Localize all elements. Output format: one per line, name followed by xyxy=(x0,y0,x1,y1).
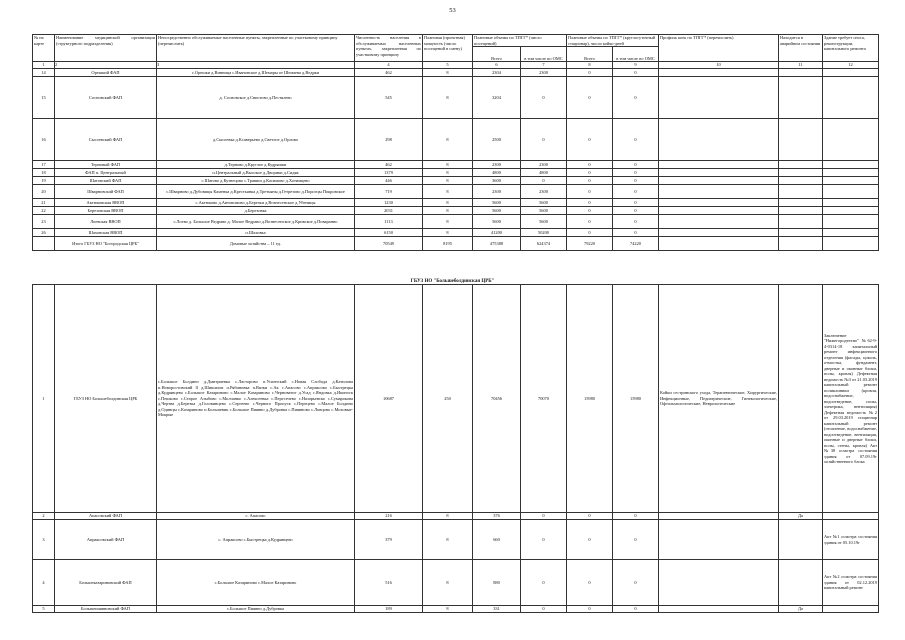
table-row xyxy=(33,185,879,199)
visits-oms: 5600 xyxy=(521,215,567,229)
column-number: 5 xyxy=(423,62,473,69)
bed-profile xyxy=(659,69,779,77)
emergency-state: Да xyxy=(779,513,823,520)
visits-total: 331 xyxy=(473,606,521,613)
bed-days-total: 79220 xyxy=(567,237,613,251)
bed-profile xyxy=(659,199,779,207)
page-number: 53 xyxy=(449,7,456,14)
visits-total: 3204 xyxy=(473,77,521,119)
facility-name: Березовская ВВОП xyxy=(55,207,157,215)
visits-oms: 0 xyxy=(521,606,567,613)
emergency-state xyxy=(779,161,823,169)
capacity: 8195 xyxy=(423,237,473,251)
bed-days-oms: 0 xyxy=(613,606,659,613)
bed-days-oms: 0 xyxy=(613,77,659,119)
bed-profile: Койки сестринского ухода, Терапевтические, Хирургические, Инфекционные, Педиатрические, Гинекологические, Офтальмологические, Неврологические xyxy=(659,285,779,513)
bed-profile xyxy=(659,606,779,613)
visits-total: 70456 xyxy=(473,285,521,513)
visits-oms: 0 xyxy=(521,77,567,119)
capacity: 8 xyxy=(423,215,473,229)
demolition-note xyxy=(823,237,879,251)
emergency-state xyxy=(779,69,823,77)
table-row xyxy=(33,169,879,177)
column-number-row xyxy=(33,62,879,69)
capacity: 8 xyxy=(423,161,473,169)
row-number: 3 xyxy=(33,520,55,560)
column-number: 1 xyxy=(33,62,55,69)
bed-days-total: 0 xyxy=(567,520,613,560)
population: 719 xyxy=(355,185,423,199)
row-number: 20 xyxy=(33,185,55,199)
bed-days-oms: 0 xyxy=(613,560,659,606)
settlements: с.Орешки д.Винница с.Ивановское д.Шемары от Шемаева д.Ведрки xyxy=(157,69,355,77)
population: 516 xyxy=(355,560,423,606)
demolition-note xyxy=(823,119,879,161)
bed-days-total: 0 xyxy=(567,215,613,229)
population: 1230 xyxy=(355,199,423,207)
row-number xyxy=(33,237,55,251)
visits-total: 2300 xyxy=(473,161,521,169)
table-row xyxy=(33,285,879,513)
row-number: 19 xyxy=(33,177,55,185)
bed-days-oms: 0 xyxy=(613,185,659,199)
header-demolition: Здание требует сноса, реконструкции, капитального ремонта xyxy=(823,35,879,62)
row-number: 16 xyxy=(33,119,55,161)
emergency-state xyxy=(779,520,823,560)
population: 70549 xyxy=(355,237,423,251)
settlements: с.Большое Казариново с.Малое Казариново xyxy=(157,560,355,606)
bed-days-oms: 0 xyxy=(613,229,659,237)
facility-name: Большеказариновский ФАП xyxy=(55,560,157,606)
table-row xyxy=(33,69,879,77)
facilities-table-top xyxy=(32,34,879,251)
header-settlements: Непосредственно обслуживаемые населенные пункты, закрепленные по участковому принципу (перечислить) xyxy=(157,35,355,62)
emergency-state xyxy=(779,169,823,177)
row-number: 17 xyxy=(33,161,55,169)
visits-oms: 624374 xyxy=(521,237,567,251)
capacity: 8 xyxy=(423,169,473,177)
visits-oms: 0 xyxy=(521,513,567,520)
header-visits-plan: Плановые объемы по ТПГГ* (число посещений) xyxy=(473,35,567,47)
bed-days-total: 0 xyxy=(567,169,613,177)
settlements: с.Лоево д. Большое Ведраво д. Малое Ведраво д.Вознесенское д.Кривское д.Поваранно xyxy=(157,215,355,229)
bed-profile xyxy=(659,229,779,237)
column-number: 6 xyxy=(473,62,521,69)
visits-total: 41200 xyxy=(473,229,521,237)
column-number: 4 xyxy=(355,62,423,69)
visits-total: 5600 xyxy=(473,199,521,207)
bed-days-oms: 0 xyxy=(613,215,659,229)
bed-days-total: 0 xyxy=(567,606,613,613)
section-title: ГБУЗ НО "Большеболдинская ЦРБ" xyxy=(410,279,495,284)
settlements: д.Березовка xyxy=(157,207,355,215)
facility-name: Сысоевский ФАП xyxy=(55,119,157,161)
table-row xyxy=(33,199,879,207)
settlements: с.Большое Пиявно д.Дубровка xyxy=(157,606,355,613)
bed-profile xyxy=(659,161,779,169)
header-beds-oms: в том числе по ОМС xyxy=(613,47,659,62)
header-capacity: Плановая (проектная) мощность (число посещений в смену) xyxy=(423,35,473,62)
column-number: 9 xyxy=(613,62,659,69)
facility-name: Большепиявновский ФАП xyxy=(55,606,157,613)
emergency-state xyxy=(779,177,823,185)
capacity: 8 xyxy=(423,520,473,560)
population: 1113 xyxy=(355,215,423,229)
visits-total: 4800 xyxy=(473,169,521,177)
demolition-note xyxy=(823,229,879,237)
column-number: 10 xyxy=(659,62,779,69)
visits-total: 660 xyxy=(473,520,521,560)
row-number: 14 xyxy=(33,69,55,77)
visits-total: 2500 xyxy=(473,119,521,161)
table-row xyxy=(33,207,879,215)
row-number: 5 xyxy=(33,606,55,613)
facility-name: Шварновский ФАП xyxy=(55,185,157,199)
bed-days-total: 0 xyxy=(567,69,613,77)
population: 298 xyxy=(355,119,423,161)
visits-total: 2300 xyxy=(473,185,521,199)
facility-name: Итого ГБУЗ НО "Богородская ЦРБ" xyxy=(55,237,157,251)
row-number: 26 xyxy=(33,229,55,237)
capacity: 8 xyxy=(423,560,473,606)
visits-oms: 70070 xyxy=(521,285,567,513)
bed-days-total: 0 xyxy=(567,177,613,185)
row-number: 1 xyxy=(33,285,55,513)
facility-name: Апасовский ФАП xyxy=(55,513,157,520)
column-number: 7 xyxy=(521,62,567,69)
visits-oms: 50200 xyxy=(521,229,567,237)
demolition-note: Акт №1 осмотра состояния здания от 05.10.19г xyxy=(823,520,879,560)
capacity: 8 xyxy=(423,513,473,520)
capacity: 8 xyxy=(423,177,473,185)
population: 462 xyxy=(355,69,423,77)
column-number: 8 xyxy=(567,62,613,69)
capacity: 8 xyxy=(423,69,473,77)
facility-name: Актюковская ВВОП xyxy=(55,199,157,207)
row-number: 18 xyxy=(33,169,55,177)
capacity: 8 xyxy=(423,606,473,613)
settlements: с. Апасово xyxy=(157,513,355,520)
bed-profile xyxy=(659,169,779,177)
table-row xyxy=(33,606,879,613)
facility-name: ГБУЗ НО Большеболдинская ЦРБ xyxy=(55,285,157,513)
demolition-note xyxy=(823,169,879,177)
demolition-note xyxy=(823,69,879,77)
demolition-note xyxy=(823,215,879,229)
bed-days-oms: 0 xyxy=(613,69,659,77)
bed-profile xyxy=(659,119,779,161)
capacity: 8 xyxy=(423,207,473,215)
facility-name: ФАП п. Центральный xyxy=(55,169,157,177)
capacity: 8 xyxy=(423,229,473,237)
settlements: с.Шатово д.Кузнецово с.Травиш д.Касимово д.Хотимцево xyxy=(157,177,355,185)
header-row xyxy=(33,35,879,47)
capacity: 250 xyxy=(423,285,473,513)
bed-profile xyxy=(659,185,779,199)
settlements: п.Центральный д.Высокое д.Дворики д.Сидяк xyxy=(157,169,355,177)
table-row xyxy=(33,77,879,119)
population: 379 xyxy=(355,520,423,560)
settlements: д.Терново д.Круглое д.Кудряшки xyxy=(157,161,355,169)
bed-days-total: 0 xyxy=(567,119,613,161)
settlements: с.Большое Болдино д.Дмитриевка с.Ласторово п.Успенский с.Новая Слобода д.Катилова п.Новоростовский ll д.Шишилов п.Рябиновка п.Вязки с.Ак с.Апасово с.Апраксово с.Быстрецка д.Кудрявцево с.Большое Казариново с.Малое Казариново с.Черноватое д.Усад с.Яндовка д.Иконоск с.Пешково с.Старое Азыбово с.Молчанко с.Алексеевка с.Пересечево с.Назарьевско с.Сумарокова д.Чертва д.Березка д.Головинцево с.Сергеево с.Черного Пропуск с.Перецево с.Малое Болдино д.Одинцы с.Казариново п.Большевик с.Большое Пиявно д.Дубровка с.Пиявново с.Ловцово с.Моховые-Мокрые xyxy=(157,285,355,513)
population: 189 xyxy=(355,606,423,613)
bed-profile xyxy=(659,237,779,251)
capacity: 8 xyxy=(423,185,473,199)
table-row xyxy=(33,119,879,161)
settlements: п.Шаховка xyxy=(157,229,355,237)
emergency-state xyxy=(779,285,823,513)
demolition-note xyxy=(823,161,879,169)
visits-total: 376 xyxy=(473,513,521,520)
population: 446 xyxy=(355,177,423,185)
facility-name: Орешкий ФАП xyxy=(55,69,157,77)
bed-days-total: 0 xyxy=(567,77,613,119)
population: 10687 xyxy=(355,285,423,513)
header-bed-profile: Профиль коек по ТПГГ* (перечислить) xyxy=(659,35,779,62)
header-visits-oms: в том числе по ОМС xyxy=(521,47,567,62)
table-row xyxy=(33,177,879,185)
bed-days-oms: 0 xyxy=(613,513,659,520)
facility-name: Терновый ФАП xyxy=(55,161,157,169)
row-number: 15 xyxy=(33,77,55,119)
header-population: Численность населения в обслуживаемых населенных пунктах, закрепленная по участковому принципу xyxy=(355,35,423,62)
bed-days-total: 0 xyxy=(567,513,613,520)
header-org-name: Наименование медицинской организации (структурного подразделения) xyxy=(55,35,157,62)
capacity: 8 xyxy=(423,77,473,119)
bed-days-oms: 0 xyxy=(613,119,659,161)
bed-days-oms: 15980 xyxy=(613,285,659,513)
bed-profile xyxy=(659,560,779,606)
settlements: с. Апраксово с.Быстрецка д.Кудрявцево xyxy=(157,520,355,560)
demolition-note: Акт №2 осмотра состояния здания от 02.12.2019 капитальный ремонт xyxy=(823,560,879,606)
visits-oms: 2300 xyxy=(521,161,567,169)
column-number: 3 xyxy=(157,62,355,69)
table-row xyxy=(33,513,879,520)
facility-name: Сосновский ФАП xyxy=(55,77,157,119)
bed-profile xyxy=(659,207,779,215)
facilities-table-bottom xyxy=(32,284,879,613)
emergency-state xyxy=(779,199,823,207)
bed-days-total: 15980 xyxy=(567,285,613,513)
emergency-state xyxy=(779,237,823,251)
population: 216 xyxy=(355,513,423,520)
bed-days-oms: 0 xyxy=(613,207,659,215)
population: 1379 xyxy=(355,169,423,177)
visits-oms: 4800 xyxy=(521,169,567,177)
header-emergency-state: Находится в аварийном состоянии xyxy=(779,35,823,62)
visits-oms: 5600 xyxy=(521,199,567,207)
bed-profile xyxy=(659,520,779,560)
row-number: 4 xyxy=(33,560,55,606)
visits-oms: 0 xyxy=(521,177,567,185)
bed-days-oms: 0 xyxy=(613,520,659,560)
demolition-note xyxy=(823,513,879,520)
population: 2031 xyxy=(355,207,423,215)
header-beds-total: Всего xyxy=(567,47,613,62)
visits-oms: 5600 xyxy=(521,207,567,215)
emergency-state xyxy=(779,229,823,237)
table-row xyxy=(33,229,879,237)
bed-days-total: 0 xyxy=(567,199,613,207)
bed-days-oms: 0 xyxy=(613,177,659,185)
emergency-state xyxy=(779,119,823,161)
population: 462 xyxy=(355,161,423,169)
bed-profile xyxy=(659,513,779,520)
bed-profile xyxy=(659,177,779,185)
column-number: 2 xyxy=(55,62,157,69)
column-number: 12 xyxy=(823,62,879,69)
bed-profile xyxy=(659,215,779,229)
bed-days-oms: 0 xyxy=(613,199,659,207)
demolition-note xyxy=(823,177,879,185)
demolition-note: Заключение "Нижегородтехно" №62-9-4-0314-18 капитальный ремонт инфекционного отделения (фасады, цоколь, отмостка, фундамент, дверные и оконные блоки, полы, кровля) Дефектная ведомость №3 от 21.03.2019 капитальный ремонт поликлиники (кровля, водоснабжение, водоотведение, полы, электрика, вентиляция) Дефектная ведомость №2 от 29.03.2019 стационар капитальный ремонт (отопление, водоснабжение, водоотведение, вентиляция, оконные и дверные блоки, полы, стены, кровля) Акт №38 осмотра состояния здания от 07.09.19г хозяйственного блока xyxy=(823,285,879,513)
bed-days-total: 0 xyxy=(567,161,613,169)
table-row xyxy=(33,161,879,169)
demolition-note xyxy=(823,77,879,119)
visits-total: 475388 xyxy=(473,237,521,251)
bed-days-total: 0 xyxy=(567,560,613,606)
visits-total: 880 xyxy=(473,560,521,606)
table-row xyxy=(33,237,879,251)
demolition-note xyxy=(823,185,879,199)
bed-days-oms: 0 xyxy=(613,169,659,177)
settlements: с.Шварново д.Дубовицы Каменка д.Крестьянка д.Третьяны д.Гетрезово д.Порогцы Покровское xyxy=(157,185,355,199)
visits-oms: 2300 xyxy=(521,185,567,199)
visits-total: 2304 xyxy=(473,69,521,77)
visits-total: 3600 xyxy=(473,177,521,185)
row-number: 21 xyxy=(33,199,55,207)
capacity: 8 xyxy=(423,119,473,161)
bed-days-total: 0 xyxy=(567,207,613,215)
emergency-state xyxy=(779,560,823,606)
population: 545 xyxy=(355,77,423,119)
facility-name: Шатовский ФАП xyxy=(55,177,157,185)
facility-name: Шаховская ВВОП xyxy=(55,229,157,237)
visits-total: 5600 xyxy=(473,207,521,215)
demolition-note xyxy=(823,199,879,207)
bed-days-total: 0 xyxy=(567,229,613,237)
demolition-note xyxy=(823,606,879,613)
table-row xyxy=(33,215,879,229)
population: 6150 xyxy=(355,229,423,237)
settlements: с.Актюково д.Автономово д.Березки д.Вознесенское д.Убеницы xyxy=(157,199,355,207)
header-visits-total: Всего xyxy=(473,47,521,62)
table-row xyxy=(33,520,879,560)
bed-profile xyxy=(659,77,779,119)
visits-oms: 0 xyxy=(521,520,567,560)
row-number: 2 xyxy=(33,513,55,520)
visits-oms: 0 xyxy=(521,119,567,161)
header-map-number: № на карте xyxy=(33,35,55,62)
bed-days-oms: 74220 xyxy=(613,237,659,251)
emergency-state xyxy=(779,77,823,119)
header-bed-days-plan: Плановые объемы по ТПГГ* (круглосуточный стационар), число койко-дней xyxy=(567,35,659,47)
emergency-state xyxy=(779,215,823,229)
emergency-state xyxy=(779,185,823,199)
bed-days-total: 0 xyxy=(567,185,613,199)
bed-days-oms: 0 xyxy=(613,161,659,169)
settlements: Домовые хозяйства – 11 ед. xyxy=(157,237,355,251)
visits-total: 5600 xyxy=(473,215,521,229)
column-number: 11 xyxy=(779,62,823,69)
settlements: д. Сосновское д.Свистово д.Пестялево xyxy=(157,77,355,119)
facility-name: Апраксовский ФАП xyxy=(55,520,157,560)
demolition-note xyxy=(823,207,879,215)
facility-name: Лоевская ВВОП xyxy=(55,215,157,229)
emergency-state: Да xyxy=(779,606,823,613)
row-number: 22 xyxy=(33,207,55,215)
emergency-state xyxy=(779,207,823,215)
visits-oms: 2300 xyxy=(521,69,567,77)
row-number: 23 xyxy=(33,215,55,229)
table-row xyxy=(33,560,879,606)
settlements: д.Сысоевка д.Ксаверьево д.Светлое д.Орлово xyxy=(157,119,355,161)
capacity: 8 xyxy=(423,199,473,207)
visits-oms: 0 xyxy=(521,560,567,606)
